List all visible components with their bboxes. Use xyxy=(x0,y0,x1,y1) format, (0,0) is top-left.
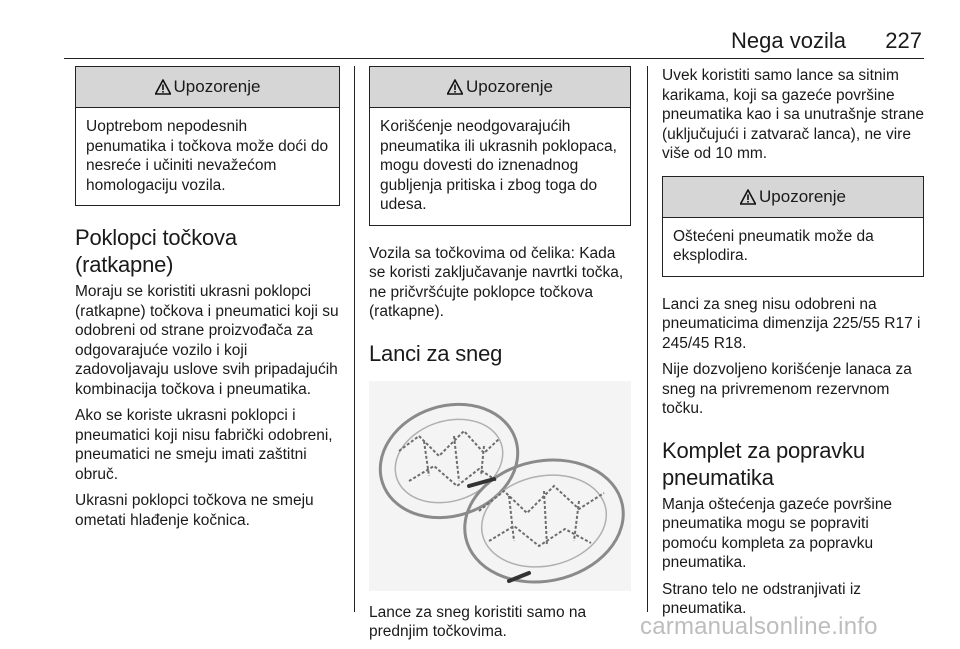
column-divider xyxy=(647,66,648,612)
warning-title: Upozorenje xyxy=(759,186,846,206)
section-heading: Poklopci točkova (ratkapne) xyxy=(75,225,237,277)
paragraph: Nije dozvoljeno korišćenje lanaca za sneg na privremenom rezervnom točku. xyxy=(662,361,912,417)
column-1 xyxy=(75,66,340,537)
watermark: carmanualsonline.info xyxy=(640,613,878,640)
warning-header xyxy=(370,67,630,108)
warning-title: Upozorenje xyxy=(466,77,553,96)
paragraph: Lanci za sneg nisu odobreni na pneumaticima dimenzija 225/55 R17 i 245/45 R18. xyxy=(662,295,921,352)
section-heading: Komplet za popravku pneumatika xyxy=(662,437,865,490)
warning-header xyxy=(663,177,923,218)
header-rule xyxy=(64,58,924,59)
warning-box xyxy=(369,66,631,226)
warning-triangle-icon xyxy=(155,79,171,95)
paragraph: Strano telo ne odstranjivati iz pneumatika. xyxy=(662,580,862,617)
warning-triangle-icon xyxy=(740,189,756,205)
warning-text: Korišćenje neodgovarajućih pneumatika ili ukrasnih poklopaca, mogu dovesti do iznenadnog gubljenja pritiska i zbog toga do udesa. xyxy=(380,118,617,213)
warning-triangle-icon xyxy=(447,79,463,95)
warning-header xyxy=(76,67,339,108)
column-divider xyxy=(354,66,355,612)
snow-chains-illustration xyxy=(369,381,631,591)
warning-title: Upozorenje xyxy=(173,77,261,96)
column-2 xyxy=(369,66,631,649)
paragraph: Vozila sa točkovima od čelika: Kada se koristi zaključavanje navrtki točka, ne pričvršćujte poklopce točkova (ratkapne). xyxy=(369,244,624,320)
illustration-caption: Lance za sneg koristiti samo na prednjim točkovima. xyxy=(369,603,587,640)
paragraph: Moraju se koristiti ukrasni poklopci (ratkapne) točkova i pneumatici koji su odobreni od strane proizvođača za odgovarajuće vozilo i koji zadovoljavaju uslove svih pripadajućih kombinacija točkova i pneumatika. xyxy=(75,283,339,398)
paragraph: Ako se koriste ukrasni poklopci i pneumatici koji nisu fabrički odobreni, pneumatici ne smeju imati zaštitni obruč. xyxy=(75,407,333,483)
page-number: 227 xyxy=(885,28,922,53)
snow-chains-illustration-svg xyxy=(369,381,631,591)
warning-box xyxy=(662,176,924,277)
section-heading: Lanci za sneg xyxy=(369,340,503,366)
paragraph: Manja oštećenja gazeće površine pneumatika mogu se popraviti pomoću kompleta za popravku pneumatika. xyxy=(662,495,893,571)
warning-box xyxy=(75,66,340,206)
paragraph: Uvek koristiti samo lance sa sitnim karikama, koji sa gazeće površine pneumatika kao i sa unutrašnje strane (uključujući i zatvarač lanca), ne vire više od 10 mm. xyxy=(662,67,924,162)
warning-text: Uoptrebom nepodesnih penumatika i točkova može doći do nesreće i učiniti nevažećom homologaciju vozila. xyxy=(86,118,329,194)
header-title: Nega vozila xyxy=(731,28,846,53)
column-3 xyxy=(662,66,924,626)
warning-text: Oštećeni pneumatik može da eksplodira. xyxy=(673,227,874,264)
paragraph: Ukrasni poklopci točkova ne smeju ometati hlađenje kočnica. xyxy=(75,492,314,529)
page-header xyxy=(0,26,960,56)
